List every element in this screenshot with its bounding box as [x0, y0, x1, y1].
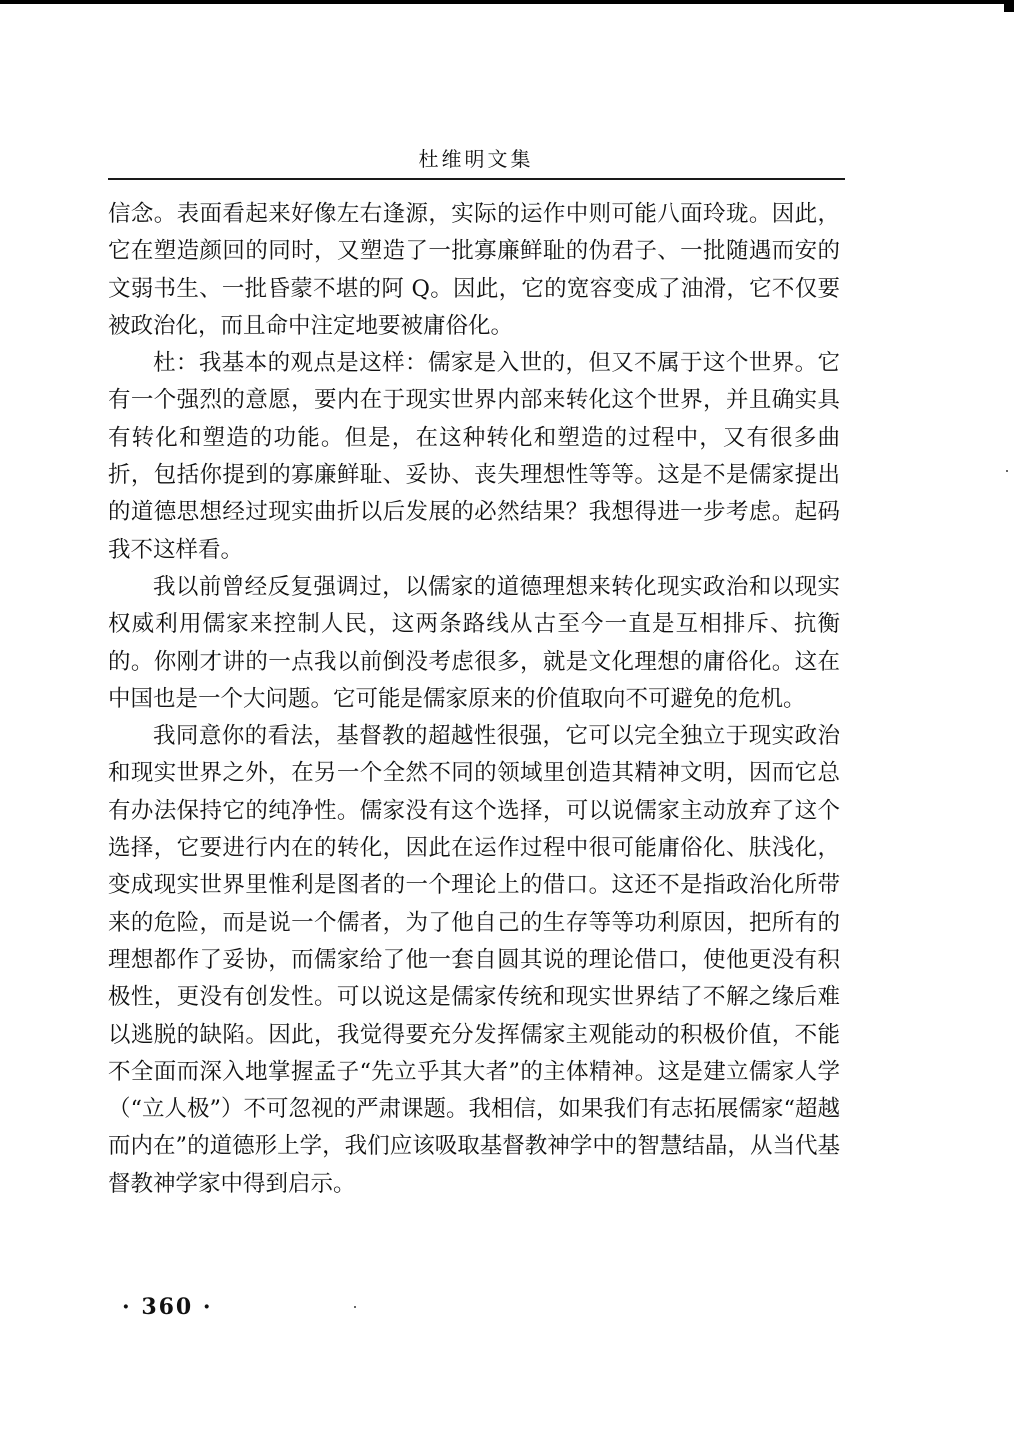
body-text — [108, 196, 840, 1203]
running-head: 杜维明文集 — [418, 147, 534, 171]
header-rule — [108, 178, 845, 180]
scan-speck — [354, 1306, 356, 1308]
corner-mark — [1004, 0, 1014, 12]
paragraph-1: 信念。表面看起来好像左右逢源，实际的运作中则可能八面玲珑。因此，它在塑造颜回的同时，又塑造了一批寡廉鲜耻的伪君子、一批随遇而安的文弱书生、一批昏蒙不堪的阿 Q。因此，它的宽容变成了油滑，它不仅要被政治化，而且命中注定地要被庸俗化。 — [108, 201, 840, 339]
top-border-line — [0, 0, 1014, 4]
paragraph-3: 我以前曾经反复强调过，以儒家的道德理想来转化现实政治和以现实权威利用儒家来控制人民，这两条路线从古至今一直是互相排斥、抗衡的。你刚才讲的一点我以前倒没考虑很多，就是文化理想的庸俗化。这在中国也是一个大问题。它可能是儒家原来的价值取向不可避免的危机。 — [108, 573, 840, 712]
page-number: · 360 · — [122, 1294, 213, 1320]
paragraph-2: 杜：我基本的观点是这样：儒家是入世的，但又不属于这个世界。它有一个强烈的意愿，要内在于现实世界内部来转化这个世界，并且确实具有转化和塑造的功能。但是，在这种转化和塑造的过程中，又有很多曲折，包括你提到的寡廉鲜耻、妥协、丧失理想性等等。这是不是儒家提出的道德思想经过现实曲折以后发展的必然结果？我想得进一步考虑。起码我不这样看。 — [108, 350, 840, 563]
paragraph-4: 我同意你的看法，基督教的超越性很强，它可以完全独立于现实政治和现实世界之外，在另一个全然不同的领域里创造其精神文明，因而它总有办法保持它的纯净性。儒家没有这个选择，可以说儒家主动放弃了这个选择，它要进行内在的转化，因此在运作过程中很可能庸俗化、肤浅化，变成现实世界里惟利是图者的一个理论上的借口。这还不是指政治化所带来的危险，而是说一个儒者，为了他自己的生存等等功利原因，把所有的理想都作了妥协，而儒家给了他一套自圆其说的理论借口，使他更没有积极性，更没有创发性。可以说这是儒家传统和现实世界结了不解之缘后难以逃脱的缺陷。因此，我觉得要充分发挥儒家主观能动的积极价值，不能不全面而深入地掌握孟子“先立乎其大者”的主体精神。这是建立儒家人学（“立人极”）不可忽视的严肃课题。我相信，如果我们有志拓展儒家“超越而内在”的道德形上学，我们应该吸取基督教神学中的智慧结晶，从当代基督教神学家中得到启示。 — [108, 723, 841, 1197]
scan-speck — [1006, 470, 1008, 472]
